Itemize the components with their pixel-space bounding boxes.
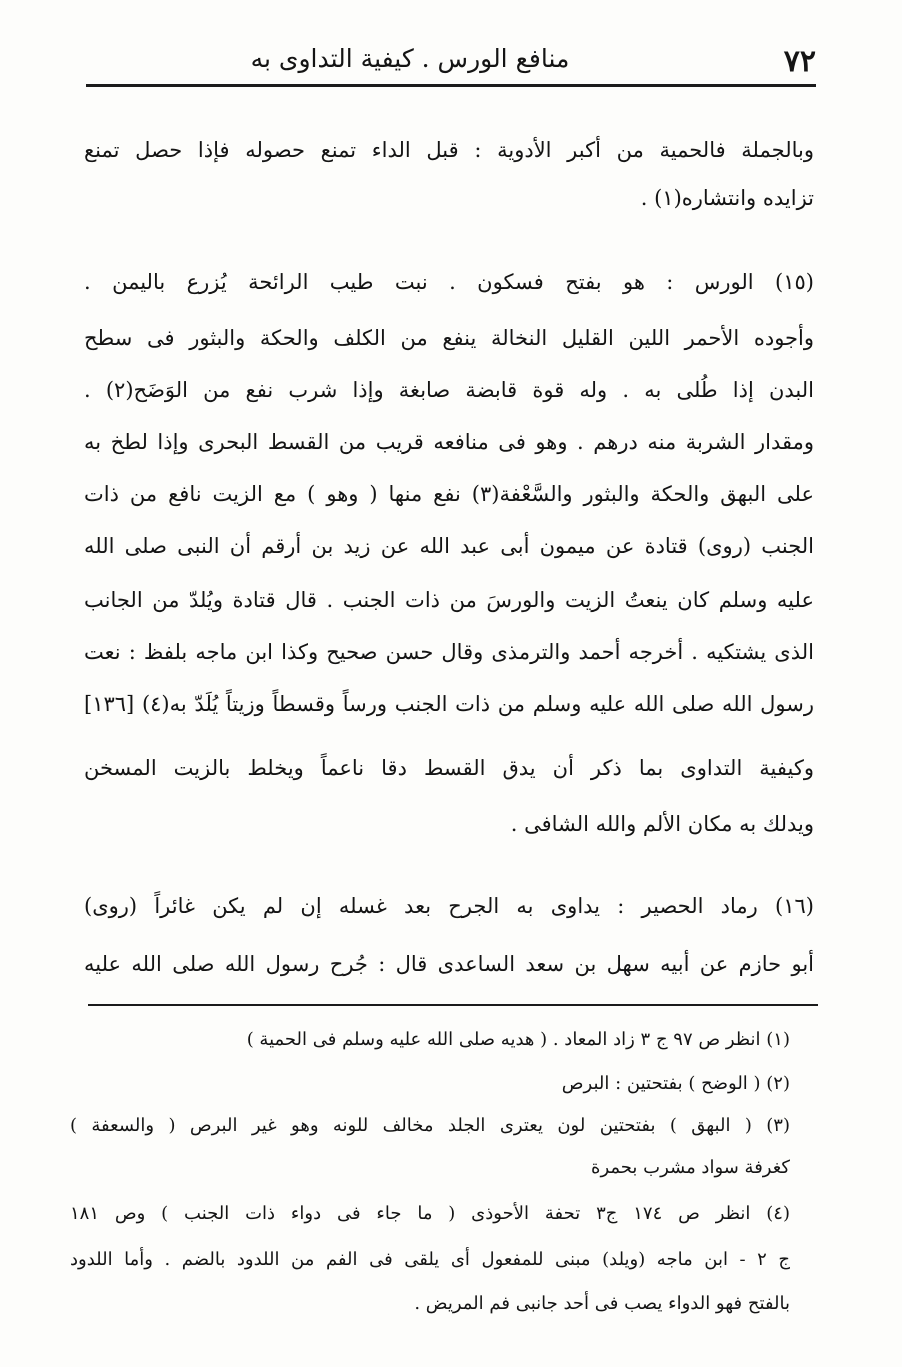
footnote-4-continued: بالفتح فهو الدواء يصب فى أحد جانبى فم المريض . — [414, 1293, 790, 1314]
body-line: وكيفية التداوى بما ذكر أن يدق القسط دقا ناعماً ويخلط بالزيت المسخن — [84, 756, 814, 780]
footnote-3: (٣) ( البهق ) بفتحتين لون يعترى الجلد مخالف للونه وهو غير البرص ( والسعفة ) — [70, 1115, 790, 1136]
footnote-1: (١) انظر ص ٩٧ ج ٣ زاد المعاد . ( هديه صلى الله عليه وسلم فى الحمية ) — [246, 1029, 790, 1050]
body-line: أبو حازم عن أبيه سهل بن سعد الساعدى قال : جُرح رسول الله صلى الله عليه — [84, 952, 814, 976]
running-title: منافع الورس . كيفية التداوى به — [250, 44, 570, 73]
footnote-2: (٢) ( الوضح ) بفتحتين : البرص — [561, 1073, 790, 1094]
section-16-heading-line: (١٦) رماد الحصير : يداوى به الجرح بعد غسله إن لم يكن غائراً (روى) — [84, 894, 814, 918]
footnote-3-continued: كغرفة سواد مشرب بحمرة — [591, 1157, 790, 1178]
body-line: ومقدار الشربة منه درهم . وهو فى منافعه قريب من القسط البحرى وإذا لطخ به — [84, 430, 814, 454]
body-line: الجنب (روى) قتادة عن ميمون أبى عبد الله عن زيد بن أرقم أن النبى صلى الله — [84, 534, 814, 558]
body-line: وبالجملة فالحمية من أكبر الأدوية : قبل الداء تمنع حصوله فإذا حصل تمنع — [84, 138, 814, 162]
footnote-rule — [88, 1004, 818, 1006]
header-rule — [86, 84, 816, 87]
footnote-4: (٤) انظر ص ١٧٤ ج٣ تحفة الأحوذى ( ما جاء فى دواء ذات الجنب ) وص ١٨١ — [70, 1203, 790, 1224]
section-15-heading-line: (١٥) الورس : هو بفتح فسكون . نبت طيب الرائحة يُزرع باليمن . — [84, 270, 814, 294]
body-line: البدن إذا طُلى به . وله قوة قابضة صابغة وإذا شرب نفع من الوَضَح(٢) . — [84, 378, 814, 402]
body-line: رسول الله صلى الله عليه وسلم من ذات الجنب ورساً وقسطاً وزيتاً يُلَدّ به(٤) [١٣٦] — [84, 692, 814, 716]
body-line: وأجوده الأحمر اللين القليل النخالة ينفع من الكلف والحكة والبثور فى سطح — [84, 326, 814, 350]
body-line: الذى يشتكيه . أخرجه أحمد والترمذى وقال حسن صحيح وكذا ابن ماجه بلفظ : نعت — [84, 640, 814, 664]
body-line: ويدلك به مكان الألم والله الشافى . — [510, 812, 814, 836]
body-line: على البهق والحكة والبثور والسَّعْفة(٣) نفع منها ( وهو ) مع الزيت نافع من ذات — [84, 482, 814, 506]
page-number: ٧٢ — [783, 44, 816, 79]
body-line: عليه وسلم كان ينعتُ الزيت والورسَ من ذات الجنب . قال قتادة ويُلدّ من الجانب — [84, 588, 814, 612]
body-line: تزايده وانتشاره(١) . — [640, 186, 814, 210]
footnote-4-continued: ج ٢ - ابن ماجه (ويلد) مبنى للمفعول أى يلقى فى الفم من اللدود بالضم . وأما اللدود — [70, 1249, 790, 1270]
